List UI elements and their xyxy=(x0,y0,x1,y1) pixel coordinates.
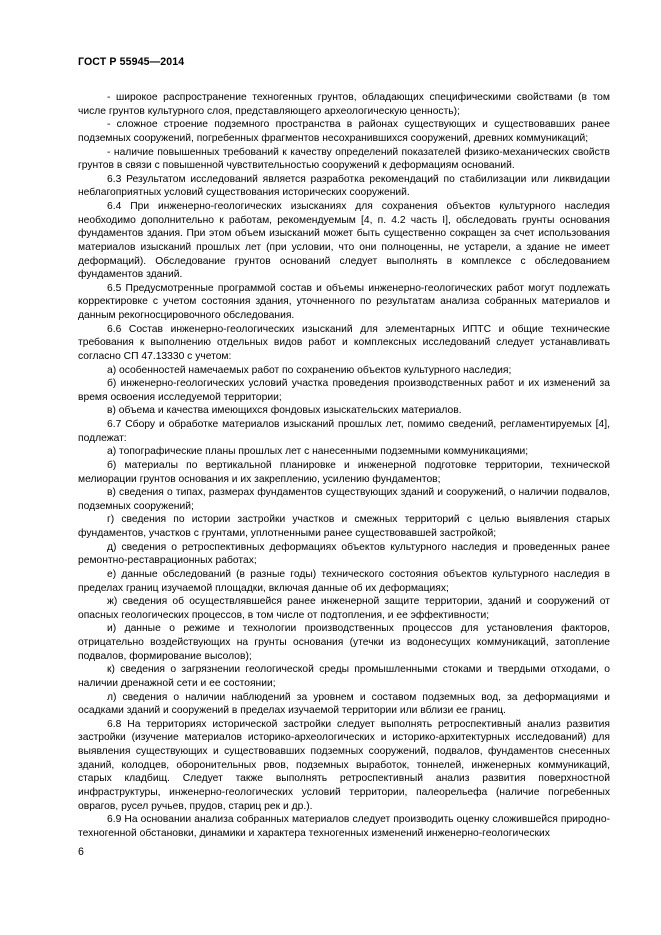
paragraph: 6.8 На территориях исторической застройки следует выполнять ретроспективный анализ развития застройки (изучение материалов историко-археологических и историко-архитектурных исследований) для выявления существующих и существовавших подземных сооружений, подвалов, фундаментов снесенных зданий, колодцев, оборонительных рвов, подземных выработок, тоннелей, инженерных коммуникаций, старых кладбищ. Следует также выполнять ретроспективный анализ развития поверхностной инфраструктуры, инженерно-геологических условий территории, палеорельефа (наличие погребенных оврагов, русел ручьев, прудов, стариц рек и др.). xyxy=(78,718,610,812)
paragraph: 6.4 При инженерно-геологических изысканиях для сохранения объектов культурного наследия необходимо дополнительно к работам, рекомендуемым [4, п. 4.2 часть I], обследовать грунты основания фундаментов здания. При этом объем изысканий может быть существенно сокращен за счет использования материалов изысканий прошлых лет (при условии, что они полноценны, не устарели, а здание не имеет деформаций). Обследование грунтов оснований следует выполнять в комплексе с обследованием фундаментов зданий. xyxy=(78,201,610,281)
paragraph: 6.6 Состав инженерно-геологических изысканий для элементарных ИПТС и общие технические требования к выполнению отдельных видов работ и комплексных исследований следует устанавливать согласно СП 47.13330 с учетом: xyxy=(78,323,610,362)
paragraph: - сложное строение подземного пространства в районах существующих и существовавших ранее подземных сооружений, погребенных фрагментов несохранившихся сооружений, древних коммуникаций; xyxy=(78,119,610,144)
paragraph: л) сведения о наличии наблюдений за уровнем и составом подземных вод, за деформациями и осадками зданий и сооружений в пределах изучаемой территории или вблизи ее границ. xyxy=(78,691,610,717)
paragraph: и) данные о режиме и технологии производственных процессов для установления факторов, отрицательно воздействующих на грунты основания (утечки из водонесущих коммуникаций, затопление подвалов, формирование высолов); xyxy=(78,623,610,662)
paragraph: а) топографические планы прошлых лет с нанесенными подземными коммуникациями; xyxy=(107,446,529,458)
paragraph: в) объема и качества имеющихся фондовых изыскательских материалов. xyxy=(107,405,462,417)
page-number: 6 xyxy=(78,846,84,858)
paragraph: 6.7 Сбору и обработке материалов изысканий прошлых лет, помимо сведений, регламентируемых [4], подлежат: xyxy=(78,419,610,444)
paragraph: в) сведения о типах, размерах фундаментов существующих зданий и сооружений, о наличии подвалов, подземных сооружений; xyxy=(78,487,610,512)
paragraph: б) материалы по вертикальной планировке и инженерной подготовке территории, технической мелиорации грунтов основания и их закреплению, усилению фундаментов; xyxy=(78,459,610,485)
paragraph: 6.3 Результатом исследований является разработка рекомендаций по стабилизации или ликвидации неблагоприятных условий существования исторических сооружений. xyxy=(78,173,610,199)
page-header: ГОСТ Р 55945—2014 xyxy=(78,56,185,68)
paragraph: 6.5 Предусмотренные программой состав и объемы инженерно-геологических работ могут подлежать корректировке с учетом состояния здания, уточненного по результатам анализа собранных материалов и данным рекогносцировочного обследования. xyxy=(78,282,610,321)
paragraph: б) инженерно-геологических условий участка проведения производственных работ и их изменений за время освоения исследуемой территории; xyxy=(78,378,610,403)
paragraph: 6.9 На основании анализа собранных материалов следует производить оценку сложившейся природно-техногенной обстановки, динамики и характера техногенных изменений инженерно-геологических xyxy=(78,814,610,839)
paragraph: - широкое распространение техногенных грунтов, обладающих специфическими свойствами (в том числе грунтов культурного слоя, представляющего археологическую ценность); xyxy=(78,92,610,117)
paragraph: д) сведения о ретроспективных деформациях объектов культурного наследия и проведенных ранее ремонтно-реставрационных работах; xyxy=(78,541,610,567)
paragraph: - наличие повышенных требований к качеству определений показателей физико-механических свойств грунтов в связи с повышенной чувствительностью сооружений к деформациям оснований. xyxy=(78,146,610,172)
paragraph: к) сведения о загрязнении геологической среды промышленными стоками и твердыми отходами, о наличии дренажной сети и ее состоянии; xyxy=(78,664,610,689)
paragraph: е) данные обследований (в разные годы) технического состояния объектов культурного наследия в пределах границ изучаемой площадки, включая данные об их деформациях; xyxy=(78,568,610,594)
paragraph: а) особенностей намечаемых работ по сохранению объектов культурного наследия; xyxy=(107,364,512,376)
document-body xyxy=(78,91,610,840)
paragraph: ж) сведения об осуществлявшейся ранее инженерной защите территории, зданий и сооружений от опасных геологических процессов, в том числе от подтопления, и ее эффективности; xyxy=(78,596,610,621)
paragraph: г) сведения по истории застройки участков и смежных территорий с целью выявления старых фундаментов, участков с грунтами, уплотненными ранее существовавшей застройкой; xyxy=(78,514,610,539)
